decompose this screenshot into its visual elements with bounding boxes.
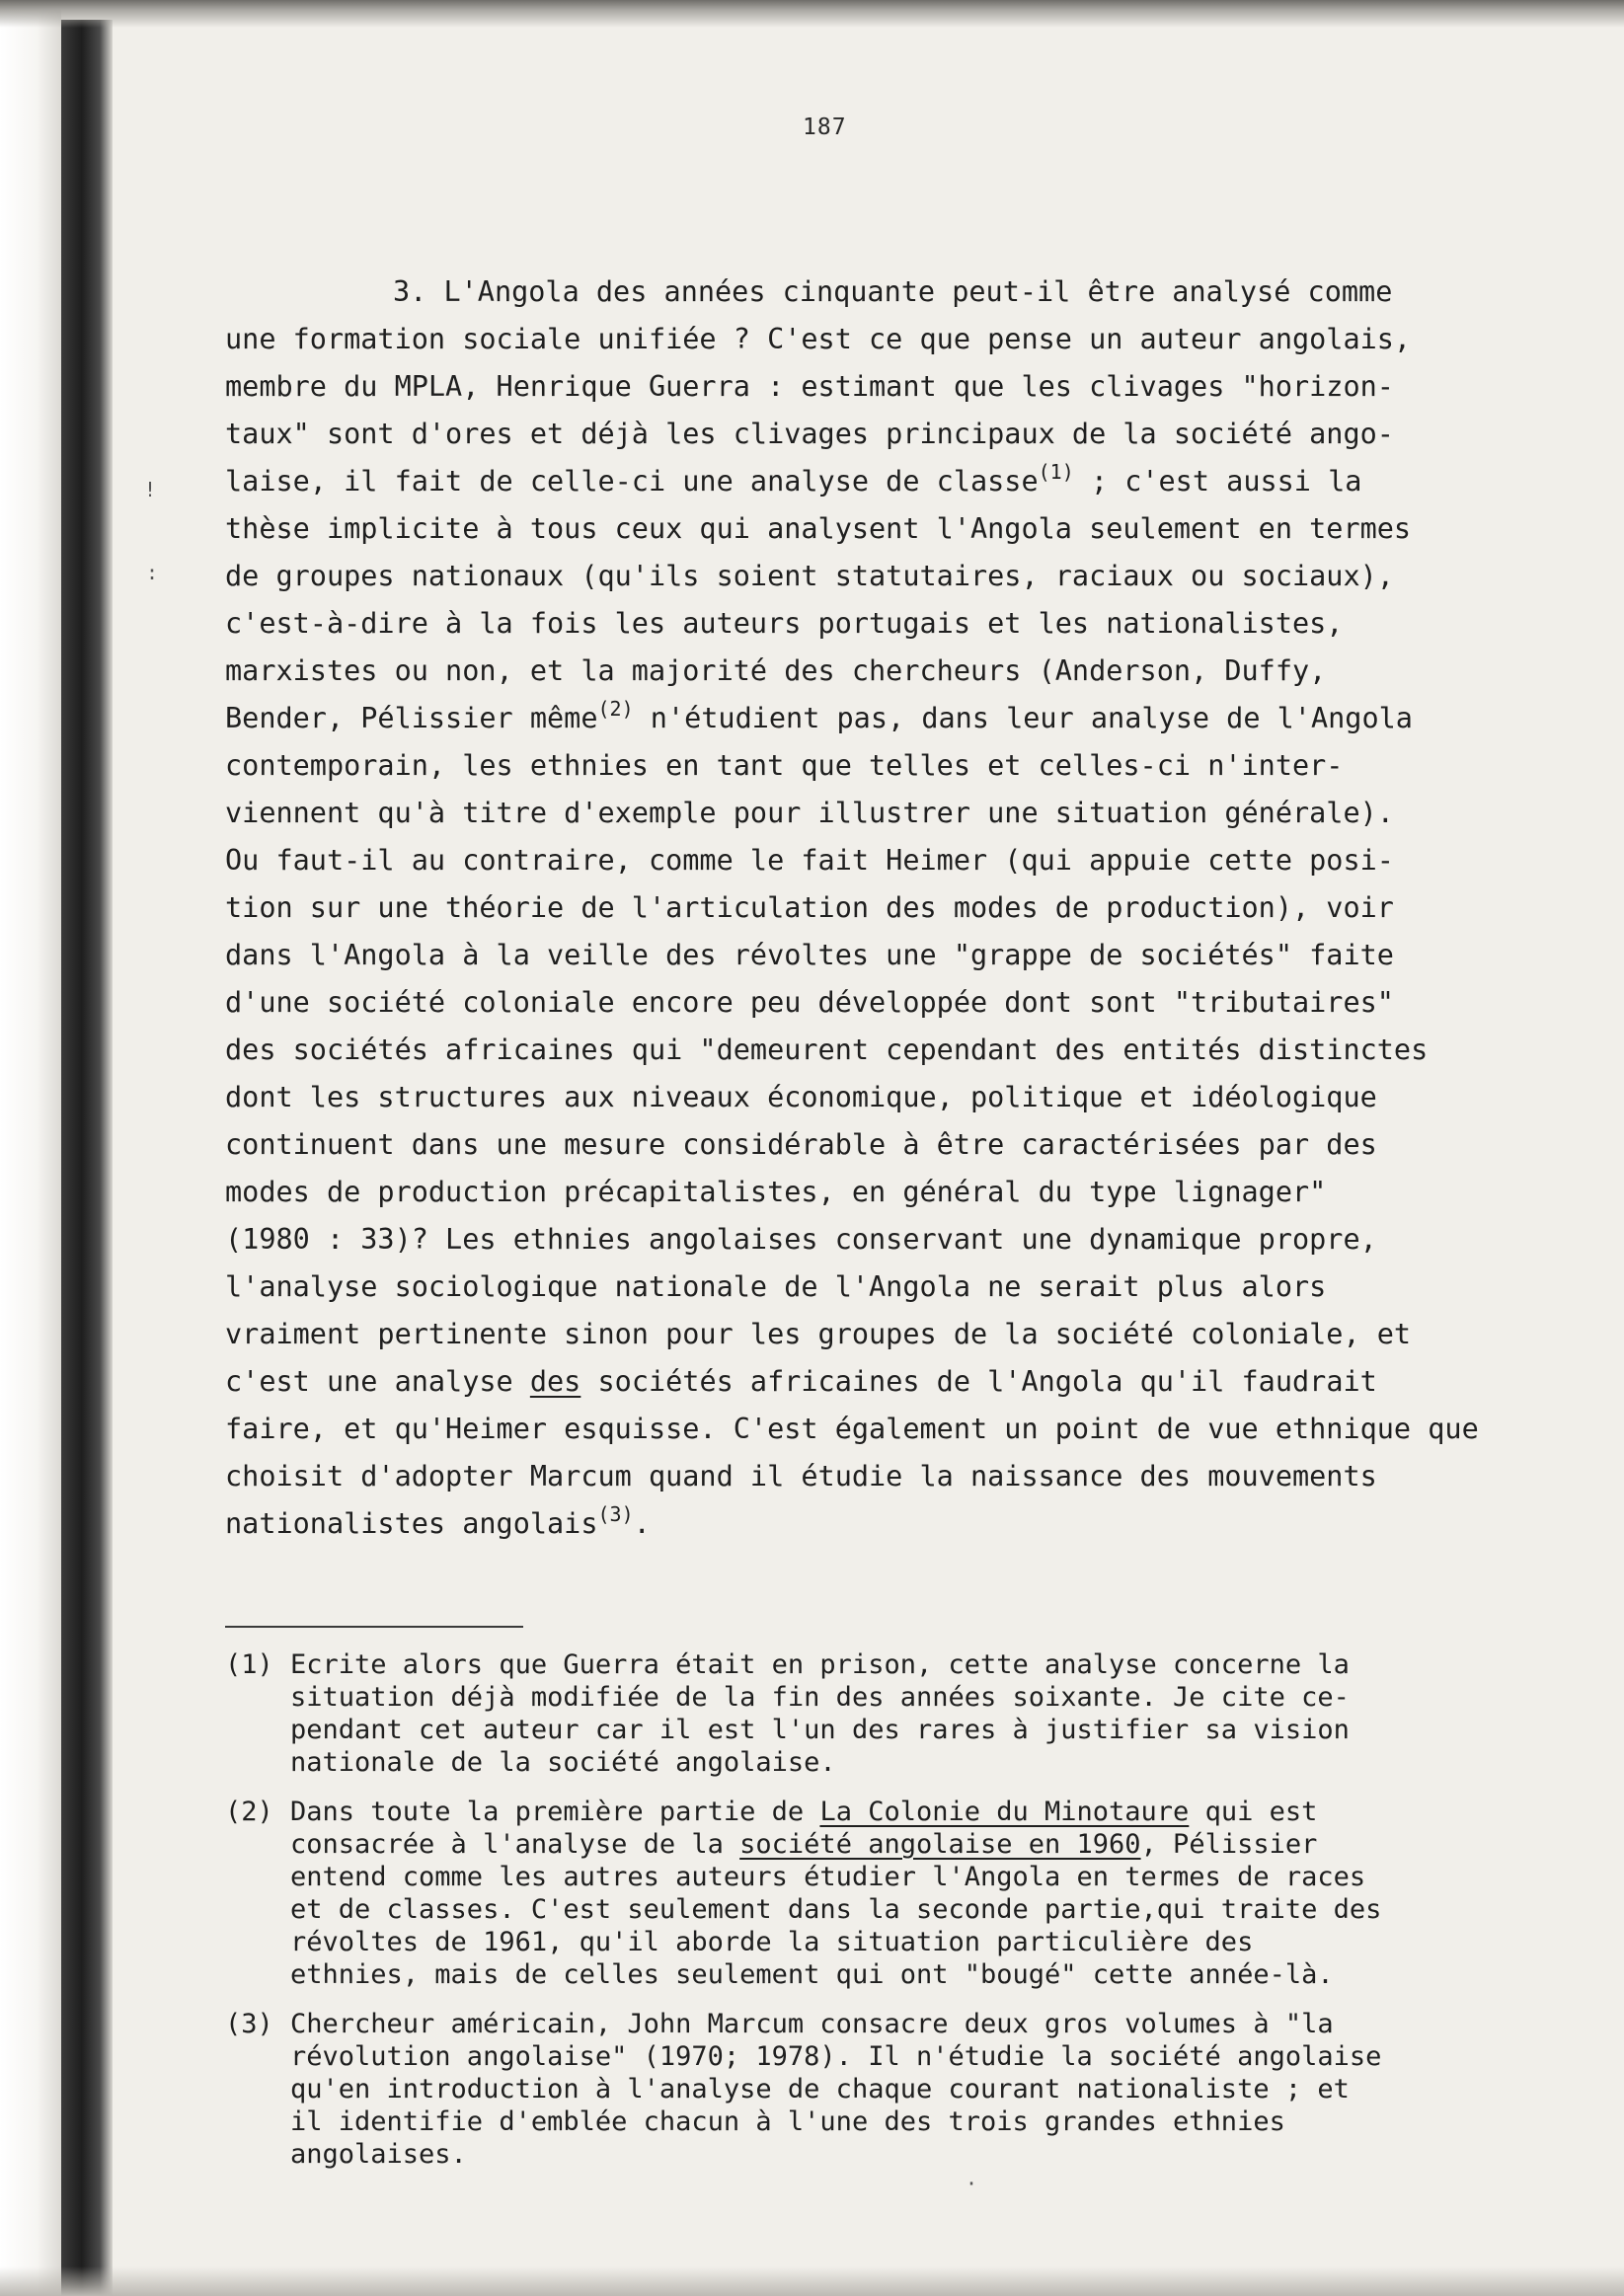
body-line: dans l'Angola à la veille des révoltes une "grappe de sociétés" faite	[225, 939, 1394, 971]
footnote-ref-1: (1)	[1038, 460, 1074, 484]
footnote-line	[290, 1828, 1317, 1861]
top-scan-shadow	[0, 0, 1624, 28]
footnote-text: , Pélissier	[1140, 1829, 1318, 1860]
footnote-line: angolaises.	[290, 2139, 467, 2170]
body-line-text: sociétés africaines de l'Angola qu'il faudrait	[580, 1365, 1377, 1398]
footnote-number: (3)	[225, 2009, 273, 2039]
body-line-text: nationalistes angolais	[225, 1507, 598, 1540]
scan-speck: !	[144, 478, 157, 501]
body-line-text: ; c'est aussi la	[1073, 465, 1362, 497]
body-line-text: n'étudient pas, dans leur analyse de l'Angola	[633, 702, 1413, 734]
body-line: continuent dans une mesure considérable à être caractérisées par des	[225, 1128, 1377, 1161]
footnote-line: qu'en introduction à l'analyse de chaque courant nationaliste ; et	[290, 2074, 1350, 2105]
body-line: viennent qu'à titre d'exemple pour illustrer une situation générale).	[225, 797, 1394, 829]
body-line: une formation sociale unifiée ? C'est ce que pense un auteur angolais,	[225, 323, 1412, 355]
body-line: Ou faut-il au contraire, comme le fait Heimer (qui appuie cette posi-	[225, 844, 1394, 877]
body-line: 3. L'Angola des années cinquante peut-il être analysé comme	[393, 275, 1393, 308]
footnote-line: situation déjà modifiée de la fin des années soixante. Je cite ce-	[290, 1682, 1350, 1713]
underlined-word: des	[529, 1365, 581, 1398]
footnote-line	[290, 1796, 1317, 1828]
scan-speck: ·	[966, 2172, 978, 2195]
body-line: thèse implicite à tous ceux qui analysent l'Angola seulement en termes	[225, 512, 1412, 545]
body-line-text: c'est une analyse	[225, 1365, 530, 1398]
footnote-line: ethnies, mais de celles seulement qui ont "bougé" cette année-là.	[290, 1959, 1334, 1990]
body-line: faire, et qu'Heimer esquisse. C'est également un point de vue ethnique que	[225, 1413, 1479, 1445]
body-line: l'analyse sociologique nationale de l'Angola ne serait plus alors	[225, 1270, 1327, 1303]
page-left-margin	[0, 0, 61, 2296]
book-title: La Colonie du Minotaure	[819, 1797, 1190, 1827]
body-line: des sociétés africaines qui "demeurent cependant des entités distinctes	[225, 1033, 1429, 1066]
footnote-separator	[225, 1626, 523, 1628]
body-line: tion sur une théorie de l'articulation des modes de production), voir	[225, 891, 1394, 924]
footnote-line: pendant cet auteur car il est l'un des rares à justifier sa vision	[290, 1715, 1350, 1745]
body-line: d'une société coloniale encore peu développée dont sont "tributaires"	[225, 986, 1394, 1019]
body-line: dont les structures aux niveaux économique, politique et idéologique	[225, 1081, 1377, 1113]
footnote-line: Ecrite alors que Guerra était en prison, cette analyse concerne la	[290, 1649, 1350, 1680]
body-line: vraiment pertinente sinon pour les groupes de la société coloniale, et	[225, 1318, 1412, 1350]
footnote-line: entend comme les autres auteurs étudier l'Angola en termes de races	[290, 1862, 1366, 1892]
body-line: marxistes ou non, et la majorité des chercheurs (Anderson, Duffy,	[225, 654, 1327, 687]
footnote-text: Dans toute la première partie de	[290, 1797, 820, 1827]
scan-speck: :	[146, 561, 159, 584]
binding-shadow	[61, 20, 113, 2296]
footnote-line: nationale de la société angolaise.	[290, 1747, 836, 1778]
body-line	[225, 1362, 1377, 1402]
body-line-text: Bender, Pélissier même	[225, 702, 598, 734]
footnote-number: (1)	[225, 1649, 273, 1680]
footnote-line: et de classes. C'est seulement dans la seconde partie,qui traite des	[290, 1894, 1382, 1925]
body-line: c'est-à-dire à la fois les auteurs portugais et les nationalistes,	[225, 607, 1344, 640]
body-line: taux" sont d'ores et déjà les clivages principaux de la société ango-	[225, 418, 1394, 450]
body-line-text: laise, il fait de celle-ci une analyse de classe	[225, 465, 1039, 497]
body-line-text: .	[633, 1507, 651, 1540]
body-line	[225, 1504, 651, 1544]
footnote-line: Chercheur américain, John Marcum consacre deux gros volumes à "la	[290, 2009, 1334, 2039]
footnote-text: consacrée à l'analyse de la	[290, 1829, 740, 1860]
footnote-ref-3: (3)	[597, 1502, 634, 1526]
underlined-phrase: société angolaise en 1960	[739, 1829, 1141, 1860]
body-line	[225, 699, 1413, 738]
bottom-scan-shadow	[0, 2266, 1624, 2296]
body-line: contemporain, les ethnies en tant que telles et celles-ci n'inter-	[225, 749, 1344, 782]
body-line: de groupes nationaux (qu'ils soient statutaires, raciaux ou sociaux),	[225, 560, 1394, 592]
page-number: 187	[803, 115, 847, 140]
footnote-line: révolution angolaise" (1970; 1978). Il n'étudie la société angolaise	[290, 2041, 1382, 2072]
body-line: modes de production précapitalistes, en général du type lignager"	[225, 1176, 1327, 1208]
footnote-ref-2: (2)	[597, 697, 634, 721]
body-line: membre du MPLA, Henrique Guerra : estimant que les clivages "horizon-	[225, 370, 1394, 403]
body-line: (1980 : 33)? Les ethnies angolaises conservant une dynamique propre,	[225, 1223, 1377, 1256]
body-line: choisit d'adopter Marcum quand il étudie la naissance des mouvements	[225, 1460, 1377, 1492]
footnote-number: (2)	[225, 1797, 273, 1827]
footnote-text: qui est	[1189, 1797, 1318, 1827]
body-line	[225, 462, 1361, 501]
footnote-line: révoltes de 1961, qu'il aborde la situation particulière des	[290, 1927, 1254, 1957]
footnote-line: il identifie d'emblée chacun à l'une des trois grandes ethnies	[290, 2106, 1285, 2137]
